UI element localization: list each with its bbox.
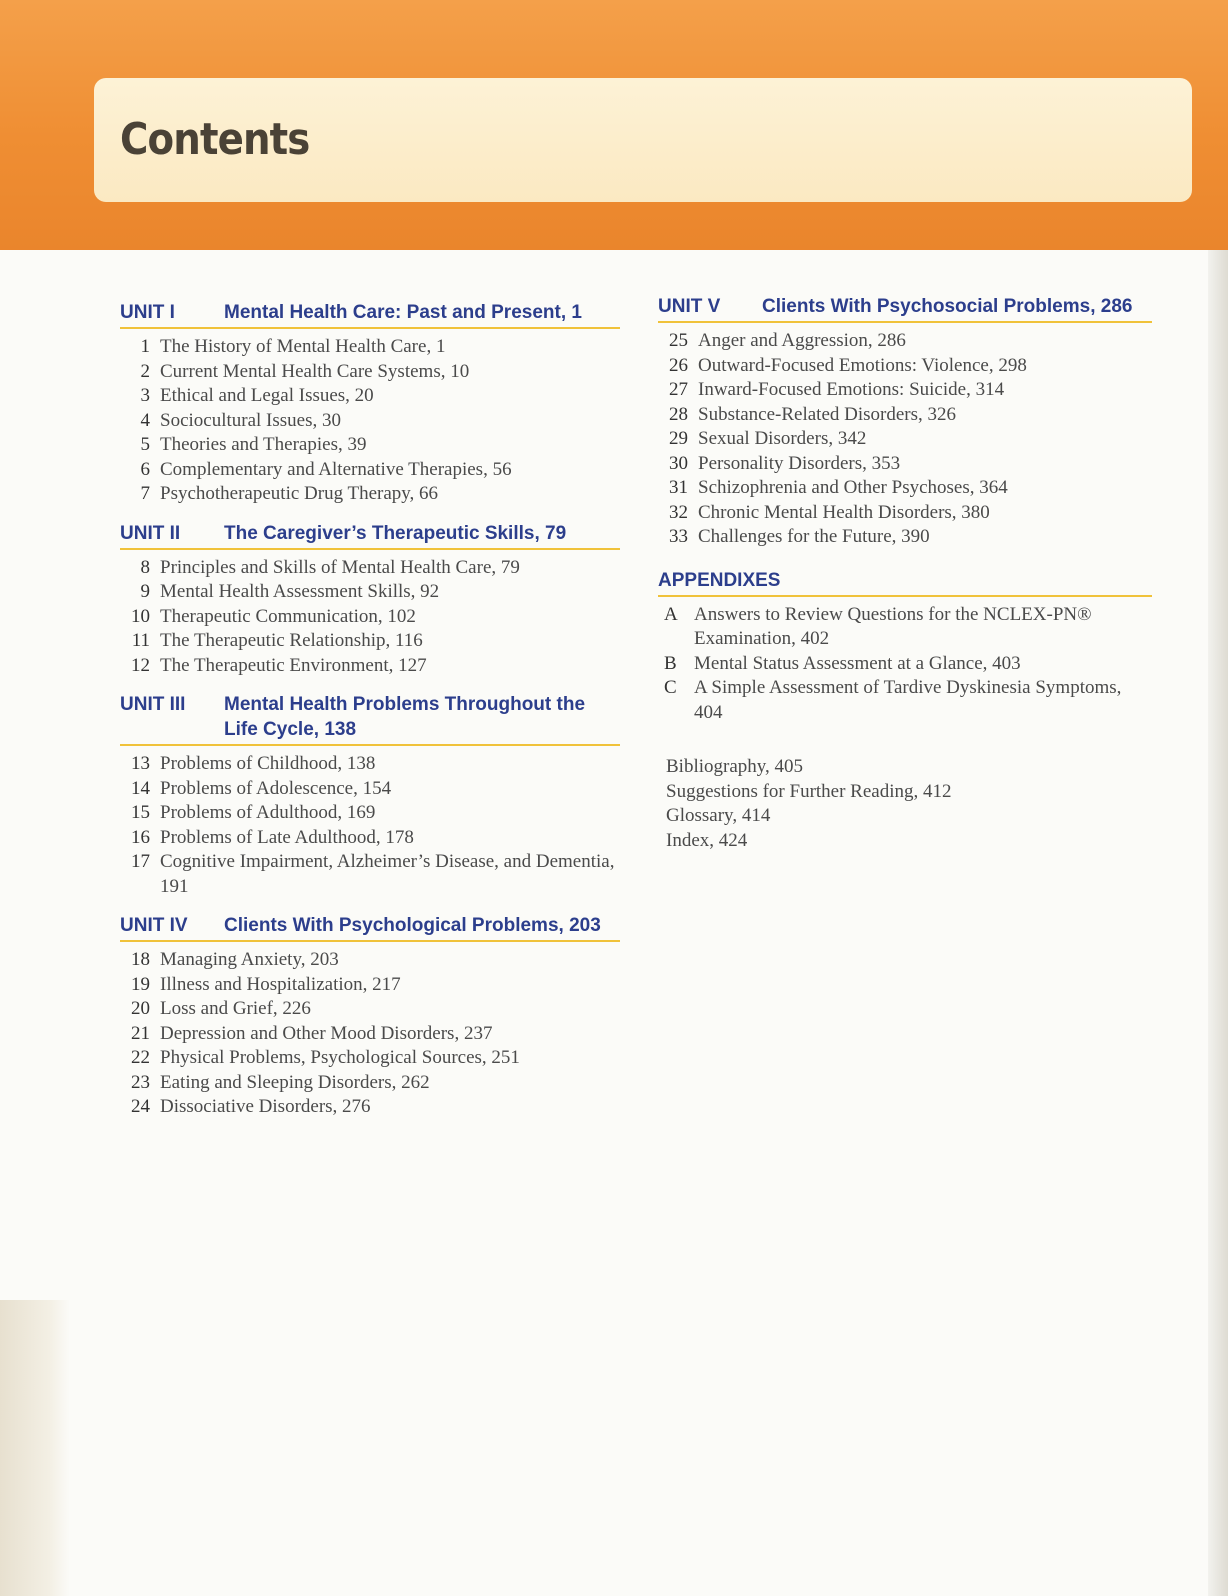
- chapter-entry[interactable]: [120, 973, 620, 998]
- chapter-entry[interactable]: [120, 654, 620, 679]
- appendix-entry[interactable]: [658, 603, 1152, 652]
- chapter-list: [120, 556, 620, 679]
- chapter-title: The Therapeutic Relationship, 116: [160, 630, 423, 651]
- unit-label: UNIT IV: [120, 915, 188, 936]
- chapter-number: 6: [140, 458, 150, 480]
- chapter-entry[interactable]: [658, 403, 1152, 428]
- chapter-entry[interactable]: [120, 433, 620, 458]
- chapter-entry[interactable]: [658, 354, 1152, 379]
- chapter-title: Substance-Related Disorders, 326: [698, 403, 957, 425]
- chapter-entry[interactable]: [658, 329, 1152, 354]
- chapter-number: 17: [131, 851, 150, 872]
- chapter-title: Psychotherapeutic Drug Therapy, 66: [160, 483, 439, 504]
- chapter-entry[interactable]: [120, 605, 620, 630]
- chapter-number: 26: [669, 354, 688, 376]
- chapter-number: 19: [131, 973, 150, 995]
- chapter-title: Physical Problems, Psychological Sources, 251: [160, 1047, 520, 1068]
- chapter-entry[interactable]: [120, 948, 620, 973]
- chapter-title: Problems of Adulthood, 169: [160, 802, 376, 823]
- chapter-entry[interactable]: [120, 1071, 620, 1096]
- chapter-number: 9: [140, 581, 150, 602]
- appendix-title: Answers to Review Questions for the NCLEX-PN® Examination, 402: [694, 603, 1092, 649]
- chapter-entry[interactable]: [658, 427, 1152, 452]
- page-edge: [1208, 250, 1228, 1596]
- chapter-entry[interactable]: [120, 997, 620, 1022]
- chapter-number: 30: [669, 452, 688, 474]
- unit-3: [120, 692, 620, 899]
- chapter-number: 10: [131, 605, 150, 627]
- unit-heading: [658, 294, 1152, 323]
- chapter-number: 5: [140, 434, 150, 455]
- chapter-number: 25: [669, 330, 688, 351]
- chapter-title: Depression and Other Mood Disorders, 237: [160, 1022, 493, 1044]
- unit-label: UNIT III: [120, 694, 186, 715]
- left-column: [120, 300, 620, 1134]
- unit-5: [658, 294, 1152, 550]
- appendix-letter: A: [664, 603, 678, 625]
- chapter-title: The History of Mental Health Care, 1: [160, 336, 446, 357]
- chapter-title: Eating and Sleeping Disorders, 262: [160, 1071, 430, 1093]
- chapter-title: Problems of Adolescence, 154: [160, 777, 392, 799]
- chapter-title: Outward-Focused Emotions: Violence, 298: [698, 354, 1027, 376]
- chapter-title: The Therapeutic Environment, 127: [160, 654, 427, 676]
- appendix-entry[interactable]: [658, 652, 1152, 677]
- unit-title: Mental Health Problems Throughout the Life Cycle, 138: [224, 694, 586, 740]
- chapter-title: Ethical and Legal Issues, 20: [160, 385, 374, 406]
- chapter-number: 16: [131, 826, 150, 848]
- unit-4: [120, 913, 620, 1120]
- chapter-entry[interactable]: [120, 580, 620, 605]
- page-title: Contents: [120, 114, 310, 165]
- chapter-title: Managing Anxiety, 203: [160, 949, 339, 970]
- chapter-number: 8: [140, 556, 150, 578]
- appendix-letter: B: [664, 652, 677, 674]
- chapter-number: 27: [669, 379, 688, 400]
- chapter-title: Therapeutic Communication, 102: [160, 605, 416, 627]
- chapter-number: 15: [131, 802, 150, 823]
- chapter-title: Sociocultural Issues, 30: [160, 409, 342, 431]
- unit-title: Clients With Psychosocial Problems, 286: [762, 296, 1133, 317]
- unit-2: [120, 521, 620, 679]
- appendix-entry[interactable]: [658, 676, 1152, 725]
- chapter-number: 11: [131, 630, 150, 651]
- chapter-title: Loss and Grief, 226: [160, 998, 311, 1019]
- chapter-list: [120, 335, 620, 507]
- chapter-entry[interactable]: [658, 452, 1152, 477]
- chapter-entry[interactable]: [120, 777, 620, 802]
- appendix-letter: C: [664, 677, 677, 698]
- chapter-number: 33: [669, 526, 688, 547]
- chapter-title: Problems of Late Adulthood, 178: [160, 826, 414, 848]
- chapter-entry[interactable]: [120, 482, 620, 507]
- chapter-number: 3: [140, 385, 150, 406]
- chapter-entry[interactable]: [120, 335, 620, 360]
- unit-heading: [120, 300, 620, 329]
- unit-heading: [120, 692, 620, 746]
- unit-title: The Caregiver’s Therapeutic Skills, 79: [224, 522, 567, 544]
- chapter-number: 18: [131, 949, 150, 970]
- chapter-entry[interactable]: [120, 850, 620, 899]
- back-matter-item[interactable]: Bibliography, 405: [666, 756, 804, 777]
- chapter-entry[interactable]: [120, 1095, 620, 1120]
- chapter-title: Mental Health Assessment Skills, 92: [160, 581, 440, 602]
- chapter-list: [120, 948, 620, 1120]
- chapter-title: Current Mental Health Care Systems, 10: [160, 360, 470, 382]
- chapter-number: 24: [131, 1096, 150, 1117]
- chapter-number: 28: [669, 403, 688, 425]
- unit-label: UNIT I: [120, 302, 175, 323]
- chapter-title: Personality Disorders, 353: [698, 452, 901, 474]
- chapter-title: Cognitive Impairment, Alzheimer’s Disease, and Dementia, 191: [160, 851, 615, 897]
- chapter-title: Anger and Aggression, 286: [698, 330, 906, 351]
- chapter-entry[interactable]: [658, 476, 1152, 501]
- right-column: [658, 294, 1152, 853]
- page-wear: [0, 1300, 70, 1596]
- chapter-number: 7: [140, 483, 150, 504]
- chapter-title: Dissociative Disorders, 276: [160, 1096, 371, 1117]
- chapter-number: 31: [669, 477, 688, 498]
- chapter-number: 13: [131, 753, 150, 774]
- chapter-entry[interactable]: [120, 801, 620, 826]
- chapter-title: Sexual Disorders, 342: [698, 428, 867, 449]
- chapter-number: 20: [131, 998, 150, 1019]
- chapter-entry[interactable]: [120, 360, 620, 385]
- chapter-title: Principles and Skills of Mental Health Care, 79: [160, 556, 520, 578]
- appendixes-heading: APPENDIXES: [658, 568, 1152, 597]
- unit-heading: [120, 521, 620, 550]
- chapter-list: [658, 329, 1152, 550]
- chapter-entry[interactable]: [120, 409, 620, 434]
- back-matter-item[interactable]: Suggestions for Further Reading, 412: [666, 780, 952, 802]
- chapter-title: Problems of Childhood, 138: [160, 753, 376, 774]
- chapter-number: 4: [140, 409, 150, 431]
- appendixes-section: [658, 568, 1152, 726]
- unit-label: UNIT V: [658, 296, 721, 317]
- chapter-entry[interactable]: [120, 556, 620, 581]
- chapter-title: Inward-Focused Emotions: Suicide, 314: [698, 379, 1005, 400]
- unit-title: Clients With Psychological Problems, 203: [224, 915, 601, 936]
- chapter-entry[interactable]: [658, 525, 1152, 550]
- chapter-entry[interactable]: [120, 752, 620, 777]
- chapter-number: 23: [131, 1071, 150, 1093]
- unit-title: Mental Health Care: Past and Present, 1: [224, 302, 582, 323]
- chapter-title: Theories and Therapies, 39: [160, 434, 367, 455]
- chapter-entry[interactable]: [120, 629, 620, 654]
- chapter-number: 14: [131, 777, 150, 799]
- chapter-entry[interactable]: [120, 384, 620, 409]
- chapter-entry[interactable]: [658, 501, 1152, 526]
- chapter-list: [120, 752, 620, 899]
- appendix-list: [658, 603, 1152, 726]
- chapter-number: 22: [131, 1047, 150, 1068]
- chapter-title: Chronic Mental Health Disorders, 380: [698, 501, 990, 523]
- chapter-entry[interactable]: [120, 1022, 620, 1047]
- back-matter-list: [666, 755, 1152, 853]
- chapter-entry[interactable]: [120, 826, 620, 851]
- chapter-number: 32: [669, 501, 688, 523]
- chapter-number: 2: [140, 360, 150, 382]
- chapter-title: Schizophrenia and Other Psychoses, 364: [698, 477, 1008, 498]
- chapter-title: Illness and Hospitalization, 217: [160, 973, 401, 995]
- chapter-title: Challenges for the Future, 390: [698, 526, 930, 547]
- chapter-number: 1: [140, 336, 150, 357]
- chapter-entry[interactable]: [658, 378, 1152, 403]
- chapter-number: 29: [669, 428, 688, 449]
- chapter-number: 12: [131, 654, 150, 676]
- chapter-number: 21: [131, 1022, 150, 1044]
- title-box: [94, 78, 1192, 202]
- chapter-entry[interactable]: [120, 1046, 620, 1071]
- chapter-title: Complementary and Alternative Therapies, 56: [160, 458, 512, 480]
- back-matter-item[interactable]: Glossary, 414: [666, 805, 771, 826]
- unit-heading: [120, 913, 620, 942]
- appendix-title: Mental Status Assessment at a Glance, 403: [694, 652, 1021, 674]
- back-matter-item[interactable]: Index, 424: [666, 829, 748, 851]
- chapter-entry[interactable]: [120, 458, 620, 483]
- unit-label: UNIT II: [120, 522, 181, 544]
- appendix-title: A Simple Assessment of Tardive Dyskinesia Symptoms, 404: [694, 677, 1122, 723]
- unit-1: [120, 300, 620, 507]
